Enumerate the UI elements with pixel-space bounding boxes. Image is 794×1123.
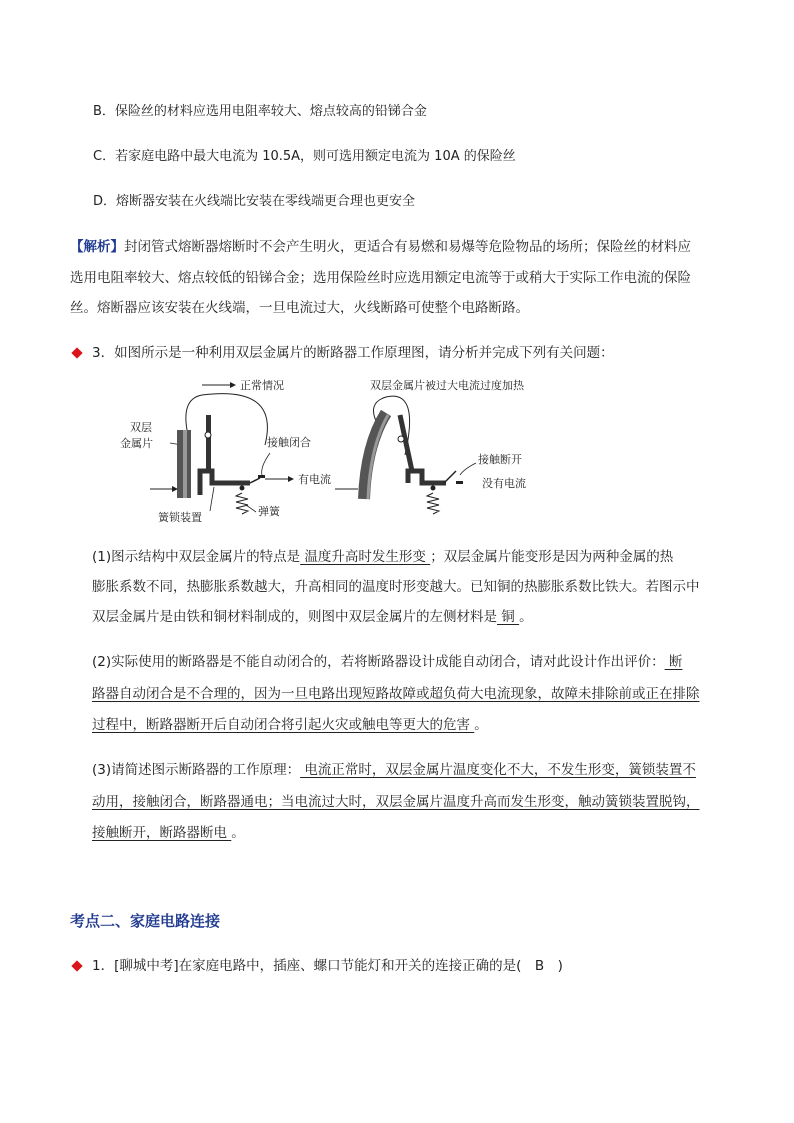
section2-q1: 1．[聊城中考]在家庭电路中，插座、螺口节能灯和开关的连接正确的是( B ) bbox=[92, 958, 563, 974]
q3-part1-answer2: 铜 bbox=[497, 609, 520, 625]
q3-part1-line3: 双层金属片是由铁和铜材料制成的，则图中双层金属片的左侧材料是 铜 。 bbox=[92, 609, 533, 625]
q3-part3-line3: 接触断开，断路器断电 。 bbox=[92, 825, 245, 841]
bullet-diamond-icon bbox=[71, 960, 82, 971]
q3-part3-line2: 动用，接触闭合，断路器通电；当电流过大时，双层金属片温度升高而发生形变，触动簧锁装置脱钩， bbox=[92, 794, 700, 810]
q3-part1-line2: 膨胀系数不同，热膨胀系数越大，升高相同的温度时形变越大。已知铜的热膨胀系数比铁大。若图示中 bbox=[92, 579, 700, 595]
q3-part2-line1: (2)实际使用的断路器是不能自动闭合的，若将断路器设计成能自动闭合，请对此设计作出评价： 断 bbox=[92, 654, 683, 670]
q3-part2-line3: 过程中，断路器断开后自动闭合将引起火灾或触电等更大的危害 。 bbox=[92, 717, 488, 733]
analysis-tag: 【解析】 bbox=[70, 239, 124, 255]
analysis-line-1: 【解析】封闭管式熔断器熔断时不会产生明火，更适合有易燃和易爆等危险物品的场所；保险丝的材料应 bbox=[70, 239, 691, 255]
label-latch: 簧锁装置 bbox=[158, 511, 202, 524]
q3-part3-answer: 电流正常时，双层金属片温度变化不大，不发生形变，簧锁装置不 bbox=[300, 762, 696, 778]
label-bimetal: 双层 bbox=[130, 421, 152, 434]
option-d: D．熔断器安装在火线端比安装在零线端更合理也更安全 bbox=[93, 194, 416, 209]
circuit-breaker-diagram bbox=[120, 375, 550, 530]
analysis-line-3: 丝。熔断器应该安装在火线端，一旦电流过大，火线断路可使整个电路断路。 bbox=[70, 300, 529, 316]
option-b: B．保险丝的材料应选用电阻率较大、熔点较高的铅锑合金 bbox=[93, 104, 427, 119]
bullet-diamond-icon bbox=[71, 347, 82, 358]
q3-part2-answer: 断 bbox=[664, 654, 683, 670]
analysis-line-2: 选用电阻率较大、熔点较低的铅锑合金；选用保险丝时应选用额定电流等于或稍大于实际工作电流的保险 bbox=[70, 270, 691, 286]
label-has-current: 有电流 bbox=[298, 473, 331, 486]
q3-part1-line1: (1)图示结构中双层金属片的特点是 温度升高时发生形变 ；双层金属片能变形是因为两种金属的热 bbox=[92, 549, 674, 565]
label-spring: 弹簧 bbox=[258, 505, 280, 518]
label-heated: 双层金属片被过大电流过度加热 bbox=[370, 379, 524, 392]
q3-part1-answer1: 温度升高时发生形变 bbox=[300, 549, 431, 565]
label-no-current: 没有电流 bbox=[482, 477, 526, 490]
label-bimetal-2: 金属片 bbox=[120, 437, 153, 450]
q3-stem: 3．如图所示是一种利用双层金属片的断路器工作原理图，请分析并完成下列有关问题： bbox=[92, 345, 614, 361]
option-c: C．若家庭电路中最大电流为 10.5A，则可选用额定电流为 10A 的保险丝 bbox=[93, 149, 516, 164]
label-contact-closed: 接触闭合 bbox=[267, 436, 311, 449]
section-heading: 考点二、家庭电路连接 bbox=[70, 912, 221, 930]
q3-part3-line1: (3)请简述图示断路器的工作原理： 电流正常时，双层金属片温度变化不大，不发生形变，簧锁装置不 bbox=[92, 762, 696, 778]
label-contact-open: 接触断开 bbox=[478, 453, 522, 466]
label-normal: 正常情况 bbox=[240, 379, 284, 392]
q3-part2-line2: 路器自动闭合是不合理的，因为一旦电路出现短路故障或超负荷大电流现象，故障未排除前或正在排除 bbox=[92, 686, 700, 702]
